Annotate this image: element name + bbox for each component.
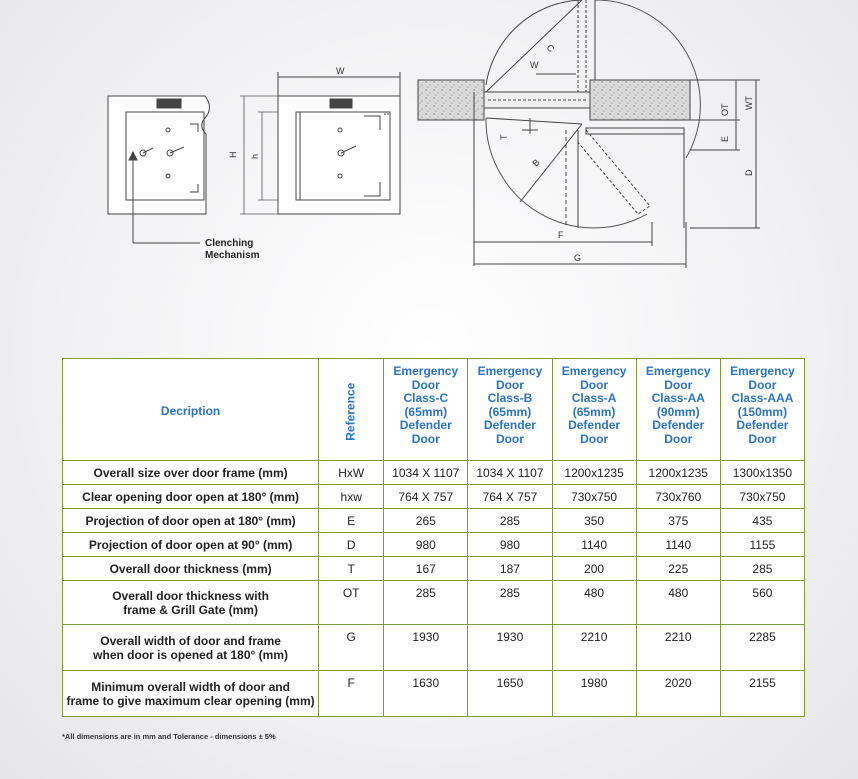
table-row — [63, 485, 805, 509]
header-class-b: Emergency Door Class-B (65mm) Defender Door — [468, 359, 552, 461]
dim-g: G — [574, 253, 582, 263]
row-value: 350 — [552, 509, 636, 533]
row-value: 1034 X 1107 — [468, 461, 552, 485]
row-value: 1034 X 1107 — [384, 461, 468, 485]
row-value: 1140 — [636, 533, 720, 557]
row-value: 265 — [384, 509, 468, 533]
left-door-elevation — [108, 96, 210, 243]
row-reference: HxW — [319, 461, 384, 485]
dimensions-footnote: *All dimensions are in mm and Tolerance - dimensions ± 5% — [62, 732, 276, 741]
row-value: 225 — [636, 557, 720, 581]
plan-view — [418, 0, 760, 268]
row-reference: hxw — [319, 485, 384, 509]
row-value: 1200x1235 — [552, 461, 636, 485]
dim-wt: WT — [744, 96, 754, 110]
row-value: 560 — [720, 581, 804, 625]
table-row — [63, 671, 805, 717]
row-reference: E — [319, 509, 384, 533]
row-value: 285 — [384, 581, 468, 625]
row-value: 167 — [384, 557, 468, 581]
dim-h-upper: H — [228, 151, 238, 158]
row-value: 764 X 757 — [384, 485, 468, 509]
row-description: Overall size over door frame (mm) — [63, 461, 319, 485]
row-description: Clear opening door open at 180° (mm) — [63, 485, 319, 509]
dim-c: C — [544, 42, 557, 55]
table-row — [63, 461, 805, 485]
dim-w-top: W — [336, 66, 345, 76]
row-value: 285 — [720, 557, 804, 581]
row-reference: D — [319, 533, 384, 557]
row-reference: OT — [319, 581, 384, 625]
dim-w-plan: W — [530, 60, 539, 70]
row-value: 2285 — [720, 625, 804, 671]
dim-e: E — [720, 135, 730, 142]
table-row — [63, 533, 805, 557]
row-description: Overall width of door and frame when door is opened at 180° (mm) — [63, 625, 319, 671]
clenching-label-1: Clenching — [205, 238, 254, 249]
row-value: 1200x1235 — [636, 461, 720, 485]
row-value: 480 — [552, 581, 636, 625]
row-value: 1980 — [552, 671, 636, 717]
row-description: Overall door thickness (mm) — [63, 557, 319, 581]
row-description: Projection of door open at 90° (mm) — [63, 533, 319, 557]
row-value: 1155 — [720, 533, 804, 557]
row-value: 285 — [468, 581, 552, 625]
header-class-aaa: Emergency Door Class-AAA (150mm) Defender Door — [720, 359, 804, 461]
clenching-label-2: Mechanism — [205, 250, 260, 261]
row-value: 730x750 — [552, 485, 636, 509]
row-value: 2210 — [552, 625, 636, 671]
dim-t: T — [499, 134, 509, 140]
header-class-a: Emergency Door Class-A (65mm) Defender Door — [552, 359, 636, 461]
row-value: 730x750 — [720, 485, 804, 509]
dim-h-lower: h — [250, 153, 260, 159]
row-value: 1300x1350 — [720, 461, 804, 485]
row-reference: G — [319, 625, 384, 671]
row-value: 187 — [468, 557, 552, 581]
dim-f: F — [558, 230, 564, 240]
row-value: 1930 — [468, 625, 552, 671]
row-value: 980 — [384, 533, 468, 557]
table-row — [63, 557, 805, 581]
row-value: 200 — [552, 557, 636, 581]
header-reference: Reference — [319, 359, 384, 461]
header-description: Decription — [63, 359, 319, 461]
row-value: 2155 — [720, 671, 804, 717]
row-value: 480 — [636, 581, 720, 625]
table-row — [63, 625, 805, 671]
header-class-aa: Emergency Door Class-AA (90mm) Defender Door — [636, 359, 720, 461]
table-row — [63, 581, 805, 625]
row-value: 1930 — [384, 625, 468, 671]
table-row — [63, 509, 805, 533]
row-description: Overall door thickness with frame & Grill Gate (mm) — [63, 581, 319, 625]
dim-d: D — [744, 169, 754, 176]
row-value: 375 — [636, 509, 720, 533]
row-value: 2210 — [636, 625, 720, 671]
door-diagram-svg — [0, 0, 858, 290]
specification-table — [62, 358, 805, 717]
row-value: 285 — [468, 509, 552, 533]
dim-b: B — [530, 157, 542, 169]
row-value: 1650 — [468, 671, 552, 717]
row-description: Minimum overall width of door and frame to give maximum clear opening (mm) — [63, 671, 319, 717]
row-value: 435 — [720, 509, 804, 533]
row-value: 730x760 — [636, 485, 720, 509]
technical-drawing — [0, 0, 858, 290]
row-value: 1630 — [384, 671, 468, 717]
row-value: 1140 — [552, 533, 636, 557]
row-value: 2020 — [636, 671, 720, 717]
table-header-row — [63, 359, 805, 461]
row-reference: F — [319, 671, 384, 717]
row-description: Projection of door open at 180° (mm) — [63, 509, 319, 533]
row-value: 980 — [468, 533, 552, 557]
dim-ot: OT — [720, 103, 730, 116]
front-door-elevation — [278, 72, 400, 214]
header-class-c: Emergency Door Class-C (65mm) Defender Door — [384, 359, 468, 461]
row-value: 764 X 757 — [468, 485, 552, 509]
row-reference: T — [319, 557, 384, 581]
